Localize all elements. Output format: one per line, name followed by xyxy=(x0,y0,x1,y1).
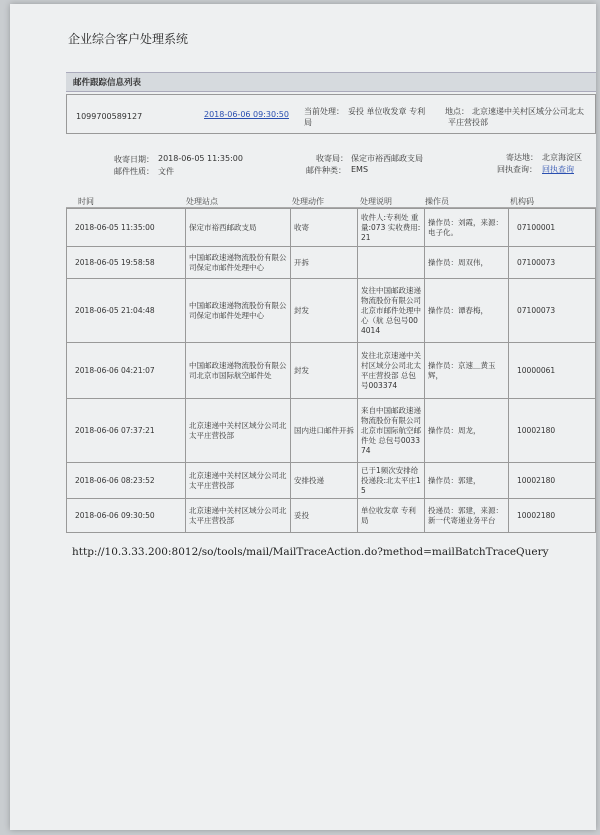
header-site: 处理站点 xyxy=(186,197,218,206)
mail-nature: 文件 xyxy=(158,167,174,176)
cell-time: 2018-06-06 08:23:52 xyxy=(67,463,186,499)
cell-description: 单位收发章 专利局 xyxy=(358,499,425,533)
post-office-label: 收寄局： xyxy=(316,154,348,163)
header-org-code: 机构码 xyxy=(510,197,534,206)
mail-number: 1099700589127 xyxy=(76,112,143,121)
header-description: 处理说明 xyxy=(360,197,392,206)
cell-site: 北京速递中关村区域分公司北太平庄营投部 xyxy=(186,463,291,499)
mail-nature-label: 邮件性质： xyxy=(114,167,154,176)
cell-operator: 操作员：郭建， xyxy=(425,463,509,499)
destination-label: 寄达地： xyxy=(506,153,538,162)
post-office: 保定市裕西邮政支局 xyxy=(351,154,423,163)
cell-site: 北京速递中关村区域分公司北太平庄营投部 xyxy=(186,399,291,463)
cell-action: 开拆 xyxy=(291,247,358,279)
cell-action: 封发 xyxy=(291,343,358,399)
cell-action: 妥投 xyxy=(291,499,358,533)
cell-time: 2018-06-05 11:35:00 xyxy=(67,209,186,247)
cell-org-code: 10000061 xyxy=(509,343,596,399)
header-time: 时间 xyxy=(78,197,94,206)
table-row xyxy=(67,463,596,499)
cell-operator: 投递员：郭建，来源：新一代寄递业务平台 xyxy=(425,499,509,533)
post-date: 2018-06-05 11:35:00 xyxy=(158,154,243,163)
table-row xyxy=(67,399,596,463)
location-label: 地点： xyxy=(445,107,469,116)
receipt-link[interactable]: 回执查询 xyxy=(542,165,574,174)
cell-site: 中国邮政速递物流股份有限公司北京市国际航空邮件处 xyxy=(186,343,291,399)
cell-site: 中国邮政速递物流股份有限公司保定市邮件处理中心 xyxy=(186,279,291,343)
cell-operator: 操作员：京速＿黄玉辉， xyxy=(425,343,509,399)
trace-table xyxy=(66,208,596,533)
mail-type-label: 邮件种类： xyxy=(306,166,346,175)
section-title: 邮件跟踪信息列表 xyxy=(73,78,142,88)
cell-site: 中国邮政速递物流股份有限公司保定市邮件处理中心 xyxy=(186,247,291,279)
cell-description: 发往中国邮政速递物流股份有限公司北京市邮件处理中心（航 总包号004014 xyxy=(358,279,425,343)
table-row xyxy=(67,209,596,247)
cell-operator: 操作员：谭春梅， xyxy=(425,279,509,343)
table-row xyxy=(67,499,596,533)
cell-org-code: 10002180 xyxy=(509,463,596,499)
cell-action: 收寄 xyxy=(291,209,358,247)
destination: 北京海淀区 xyxy=(542,153,582,162)
cell-action: 安排投递 xyxy=(291,463,358,499)
table-row xyxy=(67,247,596,279)
cell-org-code: 07100073 xyxy=(509,279,596,343)
cell-description xyxy=(358,247,425,279)
receipt-label: 回执查询： xyxy=(497,165,537,174)
cell-time: 2018-06-06 07:37:21 xyxy=(67,399,186,463)
cell-site: 保定市裕西邮政支局 xyxy=(186,209,291,247)
cell-description: 发往北京速递中关村区域分公司北太平庄营投部 总包号003374 xyxy=(358,343,425,399)
cell-description: 已于1频次安排给投递段:北太平庄15 xyxy=(358,463,425,499)
location-line1: 北京速递中关村区域分公司北太 xyxy=(472,107,584,116)
cell-description: 来自中国邮政速递物流股份有限公司北京市国际航空邮件处 总包号003374 xyxy=(358,399,425,463)
cell-time: 2018-06-05 19:58:58 xyxy=(67,247,186,279)
system-title: 企业综合客户处理系统 xyxy=(68,32,189,46)
cell-description: 收件人:专利处 重量:073 实收费用:21 xyxy=(358,209,425,247)
cell-time: 2018-06-06 04:21:07 xyxy=(67,343,186,399)
cell-org-code: 10002180 xyxy=(509,499,596,533)
cell-org-code: 07100001 xyxy=(509,209,596,247)
header-action: 处理动作 xyxy=(292,197,324,206)
header-operator: 操作员 xyxy=(425,197,449,206)
current-status-value: 妥投 单位收发章 专利 xyxy=(348,107,426,116)
cell-time: 2018-06-06 09:30:50 xyxy=(67,499,186,533)
location-line3: 平庄营投部 xyxy=(448,118,488,127)
cell-action: 国内进口邮件开拆 xyxy=(291,399,358,463)
latest-datetime[interactable]: 2018-06-06 09:30:50 xyxy=(204,110,289,119)
cell-site: 北京速递中关村区域分公司北太平庄营投部 xyxy=(186,499,291,533)
current-status-label: 当前处理： xyxy=(304,107,344,116)
cell-operator: 操作员：周龙， xyxy=(425,399,509,463)
cell-action: 封发 xyxy=(291,279,358,343)
section-header-bar xyxy=(66,72,596,92)
cell-time: 2018-06-05 21:04:48 xyxy=(67,279,186,343)
cell-operator: 操作员：周双伟， xyxy=(425,247,509,279)
cell-org-code: 07100073 xyxy=(509,247,596,279)
page-url-footer: http://10.3.33.200:8012/so/tools/mail/MailTraceAction.do?method=mailBatchTraceQuery xyxy=(72,546,549,558)
mail-type: EMS xyxy=(351,165,369,174)
cell-operator: 操作员：刘霞，来源：电子化。 xyxy=(425,209,509,247)
table-row xyxy=(67,279,596,343)
post-date-label: 收寄日期： xyxy=(114,155,154,164)
cell-org-code: 10002180 xyxy=(509,399,596,463)
current-status-line2: 局 xyxy=(304,118,312,127)
table-row xyxy=(67,343,596,399)
